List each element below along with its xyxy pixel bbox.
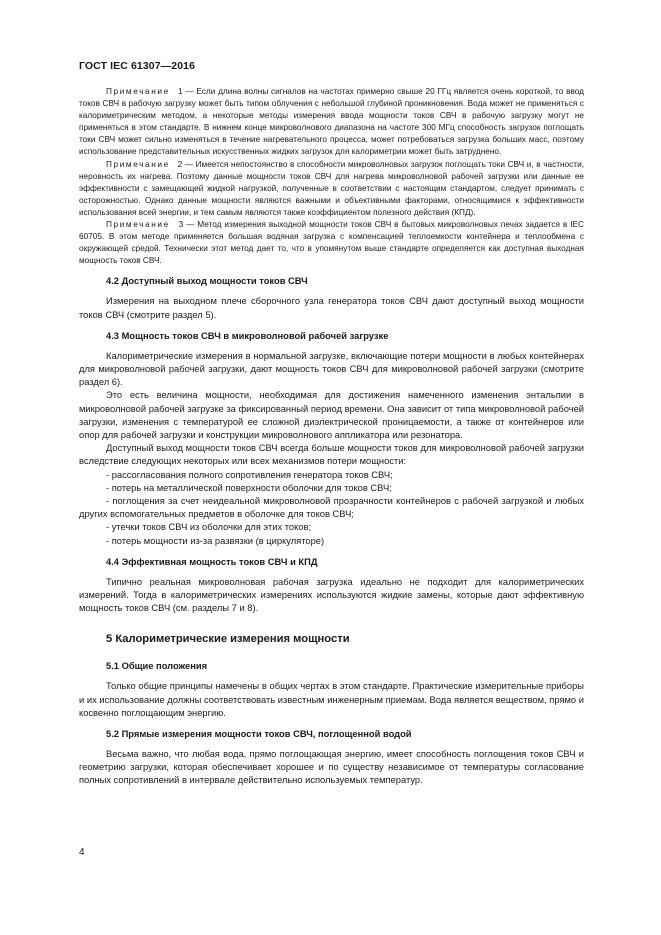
note-text: 3 — Метод измерения выходной мощности токов СВЧ в бытовых микроволновых печах задается в IEC 60705. В этом методе применяется большая водяная загрузка с компенсацией теплоемкости контейнера и теплообмена с окружающей средой. Технически этот метод дает то, что в упомянутом выше стандарте определяется как доступная выходная мощность токов СВЧ. (79, 220, 584, 266)
list-item: - поглощения за счет неидеальной микроволновой прозрачности контейнеров с рабочей загрузкой и любых других вспомогательных предметов в оболочке для токов СВЧ; (79, 495, 584, 520)
paragraph: Доступный выход мощности токов СВЧ всегда больше мощности токов для микроволновой рабочей загрузки вследствие следующих некоторых или всех механизмов потери мощности: (79, 443, 584, 467)
paragraph: Калориметрические измерения в нормальной загрузке, включающие потери мощности в любых контейнерах для микроволновой рабочей загрузки, дают мощность токов СВЧ для микроволновой рабочей загрузки (смотрите раздел 6). (79, 350, 584, 388)
heading-5: 5 Калориметрические измерения мощности (106, 633, 350, 646)
heading-5-1: 5.1 Общие положения (106, 661, 208, 672)
standard-header: ГОСТ IEC 61307—2016 (79, 60, 196, 72)
note-text: 1 — Если длина волны сигналов на частотах примерно свыше 20 ГГц является очень короткой, то ввод токов СВЧ в рабочую загрузку может быть типом облучения с небольшой глубиной проникновения. Вода может не применяться с калориметрическим методом, а некоторые методы измерения ввода мощности токов СВЧ в рабочую загрузку могут не применяться в этом стандарте. В нижнем конце микроволнового диапазона на частоте 300 МГц способность загрузок поглощать токи СВЧ может сильно изменяться в течение нагревательного процесса, может потребоваться загрузка больших масс, поэтому использование представительных искусственных жидких загрузок для калориметрии может быть затруднено. (79, 87, 584, 156)
page-number: 4 (79, 847, 85, 858)
heading-5-2: 5.2 Прямые измерения мощности токов СВЧ, поглощенной водой (106, 728, 412, 739)
page-content (79, 86, 584, 788)
list-item: - утечки токов СВЧ из оболочки для этих токов; (106, 522, 312, 533)
paragraph: Это есть величина мощности, необходимая для достижения намеченного изменения энтальпии в микроволновой рабочей загрузке за фиксированный период времени. Она зависит от типа микроволновой рабочей загрузки, изменения с температурой ее сложной диэлектрической проницаемости, а также от контейнеров или опор для рабочей загрузки и конструкции микроволнового аппликатора или резонатора. (79, 390, 584, 440)
note-label: Примечание (106, 159, 170, 169)
note-2 (79, 159, 584, 219)
list-item: - рассогласования полного сопротивления генератора токов СВЧ; (106, 469, 393, 480)
note-1 (79, 86, 584, 158)
heading-4-3: 4.3 Мощность токов СВЧ в микроволновой рабочей загрузке (106, 330, 389, 341)
list-item: - потерь мощности из-за развязки (в циркуляторе) (106, 535, 325, 546)
heading-4-4: 4.4 Эффективная мощность токов СВЧ и КПД (106, 556, 318, 567)
paragraph: Измерения на выходном плече сборочного узла генератора токов СВЧ дают доступный выход мощности токов СВЧ (смотрите раздел 5). (79, 296, 584, 320)
paragraph: Только общие принципы намечены в общих чертах в этом стандарте. Практические измерительные приборы и их использование должны соответствовать известным инженерным приемам. Вода является веществом, прямо и косвенно поглощающим энергию. (79, 681, 584, 718)
note-label: Примечание (106, 220, 170, 230)
paragraph: Весьма важно, что любая вода, прямо поглощающая энергию, имеет способность поглощения токов СВЧ и геометрию загрузки, которая обеспечивает хорошее и по существу независимое от температуры согласование полных сопротивлений в интервале действительно используемых температур. (79, 748, 584, 786)
note-label: Примечание (106, 87, 170, 96)
list-item: - потерь на металлической поверхности оболочки для токов СВЧ; (106, 482, 392, 493)
note-3 (79, 219, 584, 267)
heading-4-2: 4.2 Доступный выход мощности токов СВЧ (106, 276, 308, 287)
paragraph: Типично реальная микроволновая рабочая загрузка идеально не подходит для калориметрических измерений. Тогда в калориметрических измерениях используются жидкие замены, которые дают эффективную мощность токов СВЧ (см. разделы 7 и 8). (79, 576, 584, 614)
note-text: 2 — Имеется непостоянство в способности микроволновых загрузок поглощать токи СВЧ и, в частности, неровность их нагрева. Поэтому данные мощности токов СВЧ для нагрева микроволновой рабочей загрузки или данные ее эффективности с замещающей жидкой нагрузкой, полученные в соответствии с настоящим стандартом, следует принимать с осторожностью. Однако данные мощности являются важными и объективными факторами, относящимися к эффективности использования всей энергии, и тем самым являются также коэффициентом полезного действия (КПД). (79, 159, 584, 217)
